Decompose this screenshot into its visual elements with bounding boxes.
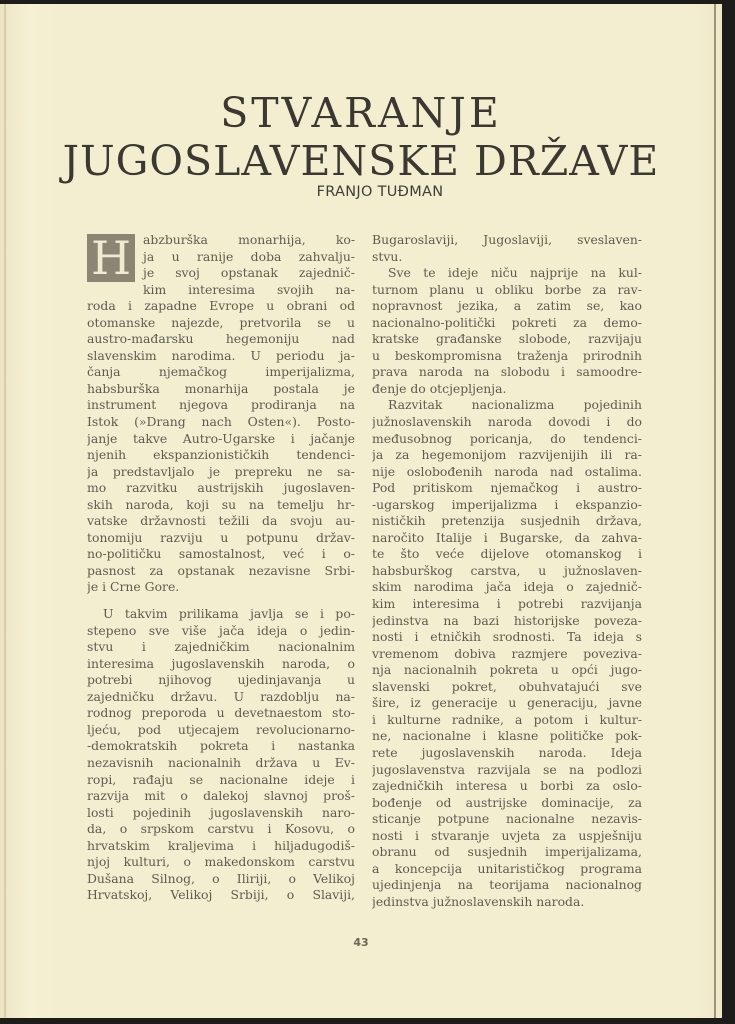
text-line: južnoslavenskih naroda dovodi i do bbox=[372, 414, 642, 430]
text-line: čanja njemačkog imperijalizma, bbox=[87, 364, 355, 380]
text-line: rete jugoslavenskih naroda. Ideja bbox=[372, 744, 642, 760]
drop-cap: H bbox=[87, 234, 135, 282]
text-line: nezavisnih nacionalnih država u Ev- bbox=[87, 754, 355, 770]
text-line: vremenom dobiva razmjere poveziva- bbox=[372, 645, 642, 661]
text-line: janje takve Autro-Ugarske i jačanje bbox=[87, 430, 355, 446]
text-line: Bugaroslaviji, Jugoslaviji, sveslaven- bbox=[372, 232, 642, 247]
text-line: ujedinjenja na teorijama nacionalnog bbox=[372, 877, 642, 893]
text-line: i kulturne radnike, a potom i kultur- bbox=[372, 711, 642, 727]
text-line: rodnog preporoda u devetnaestom sto- bbox=[87, 705, 355, 721]
text-line: stepeno sve više jača ideja o jedin- bbox=[87, 622, 355, 638]
text-line: jedinstva na bazi historijske poveza- bbox=[372, 612, 642, 628]
text-line: je i Crne Gore. bbox=[87, 579, 180, 595]
text-line: vatske državnosti težili da svoju au- bbox=[87, 513, 355, 529]
text-column-left bbox=[87, 232, 355, 904]
text-line: abzburška monarhija, ko- bbox=[143, 232, 355, 247]
text-line: ja za hegemonijom razvijenijih ili ra- bbox=[372, 447, 642, 463]
text-line: stvu. bbox=[372, 248, 403, 264]
text-line: nopravnost jezika, a zatim se, kao bbox=[372, 298, 642, 314]
text-line: otomanske najezde, pretvorila se u bbox=[87, 314, 355, 330]
text-line: naročito Italije i Bugarske, da zahva- bbox=[372, 529, 642, 545]
text-line: slavenskim narodima. U periodu ja- bbox=[87, 347, 355, 363]
text-line: losti pojedinih jugoslavenskih naro- bbox=[87, 804, 355, 820]
text-line: je svoj opstanak zajednič- bbox=[143, 265, 355, 281]
text-line: slavenski pokret, obuhvatajući sve bbox=[372, 678, 642, 694]
text-line: a koncepcija unitarističkog programa bbox=[372, 860, 642, 876]
text-line: kim interesima i potrebi razvijanja bbox=[372, 596, 642, 612]
article-title-line-1: STVARANJE bbox=[220, 89, 502, 138]
text-line: razvija mit o dalekoj slavnoj proš- bbox=[87, 788, 355, 804]
text-line: jugoslavenstva razvijala se na podlozi bbox=[372, 761, 642, 777]
text-line: skim narodima jača ideja o zajednič- bbox=[372, 579, 642, 595]
page-number: 43 bbox=[353, 936, 369, 949]
text-line: -demokratskih pokreta i nastanka bbox=[87, 738, 355, 754]
text-line: habsburška monarhija postala je bbox=[87, 380, 355, 396]
text-line: ljeću, pod utjecajem revolucionarno- bbox=[87, 721, 355, 737]
text-line: šire, iz generacije u generaciju, javne bbox=[372, 695, 642, 711]
text-line: nističkih pretenzija susjednih država, bbox=[372, 513, 642, 529]
text-line: nacionalno-politički pokreti za demo- bbox=[372, 314, 642, 330]
text-line: kim interesima svojih na- bbox=[143, 281, 355, 297]
article-author: FRANJO TUĐMAN bbox=[316, 184, 444, 200]
article-title-line-2: JUGOSLAVENSKE DRŽAVE bbox=[62, 137, 660, 186]
text-line: đenje do otcjepljenja. bbox=[372, 380, 507, 396]
article-title bbox=[0, 89, 722, 185]
text-line: međusobnog poricanja, do tendenci- bbox=[372, 430, 642, 446]
text-line: zajedničku državu. U razdoblju na- bbox=[87, 688, 355, 704]
magazine-page bbox=[0, 4, 722, 1018]
text-line: bođenje od austrijske dominacije, za bbox=[372, 794, 642, 810]
text-line: no-političku samostalnost, već i o- bbox=[87, 546, 355, 562]
text-line: Sve te ideje niču najprije na kul- bbox=[388, 265, 642, 281]
text-line: stvu i zajedničkim nacionalnim bbox=[87, 639, 355, 655]
text-line: nosti i stvaranje uvjeta za uspješniju bbox=[372, 827, 642, 843]
text-line: kratske građanske slobode, razvijaju bbox=[372, 331, 642, 347]
text-line: austro-mađarsku hegemoniju nad bbox=[87, 331, 355, 347]
text-line: te što veće dijelove otomanskog i bbox=[372, 546, 642, 562]
text-line: Dušana Silnog, o Iliriji, o Velikoj bbox=[87, 870, 355, 886]
text-line: sticanje potpune nacionalne nezavis- bbox=[372, 811, 642, 827]
text-line: zajedničkih interesa u borbi za oslo- bbox=[372, 778, 642, 794]
text-line: tonomiju razviju u potpunu držav- bbox=[87, 529, 355, 545]
text-line: hrvatskim kraljevima i hiljadugodiš- bbox=[87, 837, 355, 853]
text-line: prava naroda na slobodu i samoodre- bbox=[372, 364, 642, 380]
text-line: U takvim prilikama javlja se i po- bbox=[103, 606, 355, 622]
text-line: Razvitak nacionalizma pojedinih bbox=[388, 397, 642, 413]
text-line: njoj kulturi, o makedonskom carstvu bbox=[87, 854, 355, 870]
text-line: turnom planu u obliku borbe za rav- bbox=[372, 281, 642, 297]
text-line: ropi, rađaju se nacionalne ideje i bbox=[87, 771, 355, 787]
text-line: nja nacionalnih pokreta u opći jugo- bbox=[372, 662, 642, 678]
text-line: da, o srpskom carstvu i Kosovu, o bbox=[87, 821, 355, 837]
text-line: ja predstavljalo je prepreku ne sa- bbox=[87, 463, 355, 479]
text-column-right bbox=[372, 232, 642, 910]
text-line: Pod pritiskom njemačkog i austro- bbox=[372, 480, 642, 496]
text-line: skih naroda, koji su na temelju hr- bbox=[87, 496, 355, 512]
text-line: pasnost za opstanak nezavisne Srbi- bbox=[87, 562, 355, 578]
text-line: u beskompromisna traženja prirodnih bbox=[372, 347, 642, 363]
text-line: instrument njegova prodiranja na bbox=[87, 397, 355, 413]
text-line: interesima jugoslavenskih naroda, o bbox=[87, 655, 355, 671]
text-line: ja u ranije doba zahvalju- bbox=[143, 248, 355, 264]
text-line: nije oslobođenih naroda nad ostalima. bbox=[372, 463, 642, 479]
text-line: mo razvitku austrijskih jugoslaven- bbox=[87, 480, 355, 496]
text-line: njenih ekspanzionističkih tendenci- bbox=[87, 447, 355, 463]
text-line: Hrvatskoj, Velikoj Srbiji, o Slaviji, bbox=[87, 887, 355, 903]
text-line: jedinstva južnoslavenskih naroda. bbox=[372, 893, 585, 909]
text-line: Istok (»Drang nach Osten«). Posto- bbox=[87, 414, 355, 430]
text-line: ne, nacionalne i klasne političke pok- bbox=[372, 728, 642, 744]
text-line: roda i zapadne Evrope u obrani od bbox=[87, 298, 355, 314]
text-line: nosti i etničkih srodnosti. Ta ideja s bbox=[372, 629, 642, 645]
text-line: -ugarskog imperijalizma i ekspanzio- bbox=[372, 496, 642, 512]
text-line: obranu od susjednih imperijalizama, bbox=[372, 844, 642, 860]
text-line: potrebi njihovog ujedinjavanja u bbox=[87, 672, 355, 688]
text-line: habsburškog carstva, u južnoslaven- bbox=[372, 562, 642, 578]
